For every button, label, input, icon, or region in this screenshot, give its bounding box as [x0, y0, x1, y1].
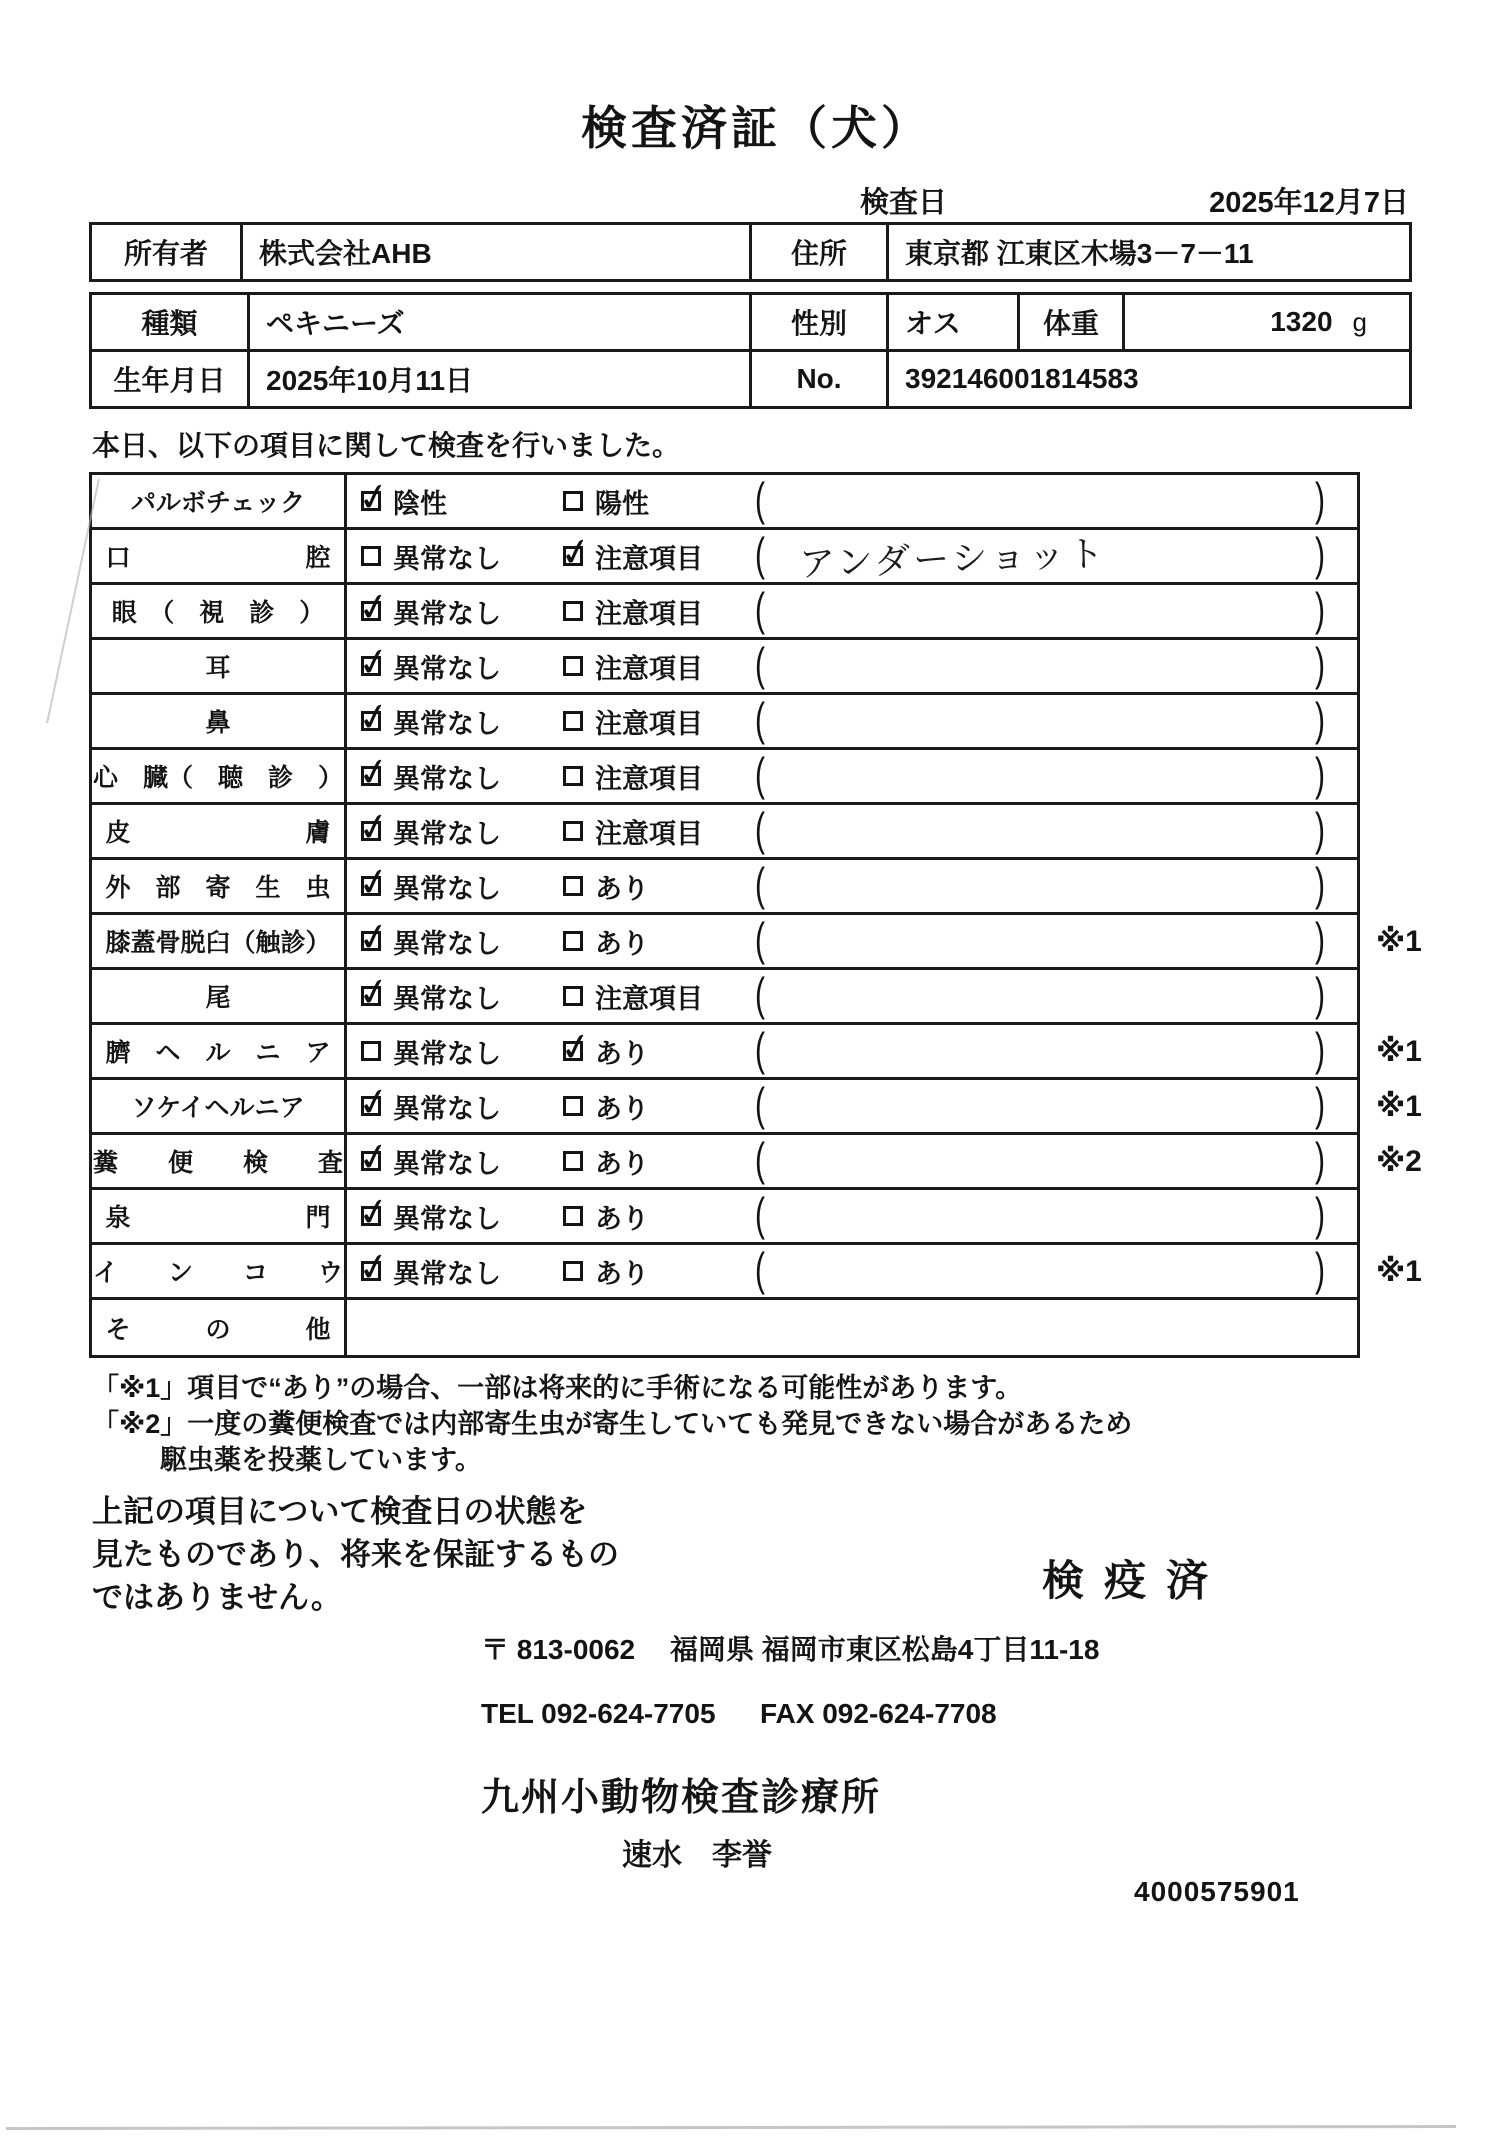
checklist-item-label: 心 臓（ 聴 診 ）	[92, 750, 347, 802]
checkbox-icon	[563, 1206, 583, 1226]
option2-checkbox	[556, 529, 596, 582]
handwritten-note	[798, 1245, 800, 1297]
paren-open: (	[755, 914, 765, 966]
paren-open: (	[755, 749, 765, 801]
option2-label: 注意項目	[595, 818, 703, 849]
checklist-row	[92, 1024, 1422, 1080]
checkmark-icon: ✓	[556, 529, 596, 577]
footnote-ref: ※2	[1376, 1144, 1422, 1178]
birthdate-label: 生年月日	[91, 351, 249, 408]
checklist-row	[92, 914, 1422, 970]
disclaimer-line-3: ではありません。	[92, 1580, 342, 1615]
paren-close: )	[1315, 749, 1325, 801]
handwritten-note	[798, 915, 800, 967]
checklist-options-empty	[347, 1300, 1357, 1355]
intro-text: 本日、以下の項目に関して検査を行いました。	[92, 430, 681, 461]
paren-open: (	[755, 1189, 765, 1241]
checkbox-icon	[563, 491, 583, 511]
checklist-item-label: 鼻	[92, 695, 347, 747]
option2-checkbox	[563, 1135, 583, 1187]
paren-close: )	[1315, 914, 1325, 966]
handwritten-note	[798, 750, 800, 802]
checklist-options	[347, 1135, 1357, 1187]
paren-close: )	[1315, 1244, 1325, 1296]
checklist-item-label: ソケイヘルニア	[92, 1080, 347, 1132]
option1-checkbox	[354, 1079, 394, 1132]
option1-label: 異常なし	[393, 1258, 501, 1289]
checkmark-icon: ✓	[354, 859, 394, 907]
owner-value: 株式会社AHB	[242, 224, 751, 281]
option1-label: 異常なし	[393, 1038, 501, 1069]
option2-label: あり	[595, 1258, 649, 1289]
checkbox-icon	[563, 711, 583, 731]
paren-close: )	[1315, 694, 1325, 746]
option1-checkbox	[354, 1134, 394, 1187]
paren-close: )	[1315, 1189, 1325, 1241]
paren-open: (	[755, 804, 765, 856]
option1-checkbox	[354, 804, 394, 857]
checklist-options	[347, 970, 1357, 1022]
footnote-ref: ※1	[1376, 1034, 1422, 1068]
option2-checkbox	[563, 915, 583, 967]
option2-checkbox	[556, 1024, 596, 1077]
checklist-row	[92, 695, 1357, 750]
paren-open: (	[755, 529, 765, 581]
scan-artifact-bottom-line	[6, 2125, 1456, 2130]
option2-label: 注意項目	[595, 653, 703, 684]
option1-label: 異常なし	[393, 653, 501, 684]
option2-label: あり	[595, 1038, 649, 1069]
breed-label: 種類	[91, 294, 249, 351]
checkmark-icon: ✓	[354, 474, 394, 522]
checkbox-icon	[563, 876, 583, 896]
weight-label: 体重	[1019, 294, 1124, 351]
checklist-item-label: 口 腔	[92, 530, 347, 582]
option1-checkbox	[354, 1244, 394, 1297]
footnote-2: 「※2」一度の糞便検査では内部寄生虫が寄生していても発見できない場合があるため	[92, 1409, 1133, 1439]
option2-checkbox	[563, 970, 583, 1022]
checklist-row	[92, 1190, 1357, 1245]
checklist-row	[92, 475, 1357, 530]
option1-label: 異常なし	[393, 983, 501, 1014]
checklist-row	[92, 530, 1357, 585]
option1-checkbox	[354, 474, 394, 527]
option1-label: 陰性	[393, 488, 447, 519]
option2-label: 陽性	[595, 488, 649, 519]
checklist-row	[92, 640, 1357, 695]
checkbox-icon	[563, 986, 583, 1006]
checklist-options	[347, 860, 1357, 912]
option2-label: 注意項目	[595, 708, 703, 739]
checklist-item-label: 膝蓋骨脱臼（触診）	[92, 915, 347, 967]
clinic-postal-code: 〒 813-0062	[481, 1634, 636, 1665]
option1-checkbox	[354, 694, 394, 747]
option2-label: あり	[595, 1203, 649, 1234]
option1-checkbox	[354, 969, 394, 1022]
option2-checkbox	[563, 640, 583, 692]
disclaimer-line-1: 上記の項目について検査日の状態を	[92, 1494, 588, 1529]
inspection-date-value: 2025年12月7日	[1209, 187, 1409, 219]
checklist-options	[347, 530, 1357, 582]
footnote-2-continued: 駆虫薬を投薬しています。	[160, 1445, 482, 1475]
checklist-item-label: 泉 門	[92, 1190, 347, 1242]
option1-checkbox	[354, 584, 394, 637]
address-label: 住所	[751, 224, 888, 281]
option1-checkbox	[361, 1025, 381, 1077]
checkmark-icon: ✓	[354, 914, 394, 962]
checklist-row	[92, 860, 1357, 915]
checkmark-icon: ✓	[354, 969, 394, 1017]
handwritten-note	[798, 860, 800, 912]
checklist-item-label: そ の 他	[92, 1300, 347, 1355]
checklist-options	[347, 1080, 1357, 1132]
checkmark-icon: ✓	[354, 1189, 394, 1237]
clinic-name: 九州小動物検査診療所	[481, 1777, 882, 1819]
footnotes-block	[92, 1370, 1132, 1478]
paren-close: )	[1315, 584, 1325, 636]
paren-close: )	[1315, 639, 1325, 691]
checklist-item-label: 糞 便 検 査	[92, 1135, 347, 1187]
handwritten-note	[798, 1190, 800, 1242]
paren-close: )	[1315, 1079, 1325, 1131]
checklist-item-label: 耳	[92, 640, 347, 692]
paren-open: (	[755, 694, 765, 746]
checklist-table	[89, 472, 1422, 1358]
handwritten-note: アンダーショット	[798, 532, 1108, 584]
veterinarian-name: 速水 李誉	[622, 1839, 772, 1872]
checklist-options	[347, 475, 1357, 527]
paren-open: (	[755, 1134, 765, 1186]
footnote-ref: ※1	[1376, 1254, 1422, 1288]
checklist-item-label: 外 部 寄 生 虫	[92, 860, 347, 912]
option2-checkbox	[563, 695, 583, 747]
paren-open: (	[755, 859, 765, 911]
clinic-fax: FAX 092-624-7708	[760, 1698, 997, 1729]
checklist-row	[92, 970, 1357, 1025]
checklist-item-label: イ ン コ ウ	[92, 1245, 347, 1297]
checkmark-icon: ✓	[354, 804, 394, 852]
option2-label: あり	[595, 1093, 649, 1124]
disclaimer-block	[92, 1490, 619, 1619]
option2-label: 注意項目	[595, 598, 703, 629]
option1-checkbox	[354, 639, 394, 692]
checklist-row	[92, 750, 1357, 805]
paren-close: )	[1315, 1134, 1325, 1186]
checklist-item-label: パルボチェック	[92, 475, 347, 527]
checkbox-icon	[563, 1096, 583, 1116]
birthdate-value: 2025年10月11日	[249, 351, 751, 408]
paren-close: )	[1315, 804, 1325, 856]
checkbox-icon	[361, 546, 381, 566]
checklist-row	[92, 1134, 1422, 1190]
footnote-ref: ※1	[1376, 1089, 1422, 1123]
pet-info-table	[89, 292, 1412, 409]
checkmark-icon: ✓	[354, 1134, 394, 1182]
option2-label: あり	[595, 1148, 649, 1179]
checklist-row	[92, 1079, 1422, 1135]
sex-value: オス	[888, 294, 1019, 351]
option2-checkbox	[563, 475, 583, 527]
handwritten-note	[798, 1080, 800, 1132]
paren-close: )	[1315, 529, 1325, 581]
number-label: No.	[751, 351, 888, 408]
number-value: 392146001814583	[888, 351, 1411, 408]
handwritten-note	[798, 695, 800, 747]
weight-value: 1320	[1270, 306, 1333, 337]
owner-table	[89, 222, 1412, 282]
checkmark-icon: ✓	[354, 639, 394, 687]
option2-label: 注意項目	[595, 543, 703, 574]
option1-checkbox	[354, 749, 394, 802]
checklist-item-label: 皮 膚	[92, 805, 347, 857]
address-value: 東京都 江東区木場3－7－11	[888, 224, 1411, 281]
checkbox-icon	[361, 1041, 381, 1061]
checkbox-icon	[563, 601, 583, 621]
option1-label: 異常なし	[393, 763, 501, 794]
option1-checkbox	[354, 859, 394, 912]
option2-checkbox	[563, 1080, 583, 1132]
option2-checkbox	[563, 1245, 583, 1297]
option2-label: あり	[595, 928, 649, 959]
checklist-options	[347, 585, 1357, 637]
option2-label: 注意項目	[595, 763, 703, 794]
checklist-row-other	[92, 1300, 1357, 1355]
footnote-1: 「※1」項目で“あり”の場合、一部は将来的に手術になる可能性があります。	[92, 1373, 1023, 1403]
paren-open: (	[755, 969, 765, 1021]
checklist-row	[92, 585, 1357, 640]
checkmark-icon: ✓	[354, 1079, 394, 1127]
checklist-options	[347, 915, 1357, 967]
option1-label: 異常なし	[393, 598, 501, 629]
option1-label: 異常なし	[393, 1093, 501, 1124]
page-title: 検査済証（犬）	[581, 102, 931, 154]
clinic-tel: TEL 092-624-7705	[481, 1698, 716, 1729]
checklist-row	[92, 1244, 1422, 1300]
option1-checkbox	[354, 914, 394, 967]
handwritten-note	[798, 1135, 800, 1187]
checklist-item-label: 尾	[92, 970, 347, 1022]
handwritten-note	[798, 475, 800, 527]
paren-close: )	[1315, 859, 1325, 911]
owner-label: 所有者	[91, 224, 242, 281]
option1-checkbox	[361, 530, 381, 582]
paren-open: (	[755, 1024, 765, 1076]
checkbox-icon	[563, 821, 583, 841]
option1-label: 異常なし	[393, 928, 501, 959]
paren-open: (	[755, 474, 765, 526]
option1-checkbox	[354, 1189, 394, 1242]
weight-value-cell	[1124, 294, 1411, 351]
option2-checkbox	[563, 1190, 583, 1242]
serial-number: 4000575901	[1134, 1876, 1300, 1907]
option2-checkbox	[563, 585, 583, 637]
option2-checkbox	[563, 805, 583, 857]
checkmark-icon: ✓	[556, 1024, 596, 1072]
checklist-options	[347, 1190, 1357, 1242]
handwritten-note	[798, 805, 800, 857]
checkmark-icon: ✓	[354, 584, 394, 632]
checklist-item-label: 臍 ヘ ル ニ ア	[92, 1025, 347, 1077]
option1-label: 異常なし	[393, 1148, 501, 1179]
paren-close: )	[1315, 474, 1325, 526]
handwritten-note	[798, 970, 800, 1022]
sex-label: 性別	[751, 294, 888, 351]
checklist-options	[347, 640, 1357, 692]
paren-open: (	[755, 639, 765, 691]
option1-label: 異常なし	[393, 543, 501, 574]
checkbox-icon	[563, 931, 583, 951]
checklist-options	[347, 805, 1357, 857]
option2-label: あり	[595, 873, 649, 904]
paren-close: )	[1315, 1024, 1325, 1076]
clinic-address: 福岡県 福岡市東区松島4丁目11-18	[670, 1634, 1100, 1665]
paren-open: (	[755, 1244, 765, 1296]
checkbox-icon	[563, 656, 583, 676]
option1-label: 異常なし	[393, 708, 501, 739]
checkmark-icon: ✓	[354, 694, 394, 742]
breed-value: ペキニーズ	[249, 294, 751, 351]
option2-checkbox	[563, 860, 583, 912]
checkbox-icon	[563, 1261, 583, 1281]
checkbox-icon	[563, 1151, 583, 1171]
checkmark-icon: ✓	[354, 1244, 394, 1292]
option2-label: 注意項目	[595, 983, 703, 1014]
checklist-options	[347, 695, 1357, 747]
quarantine-stamp-text: 検疫済	[1042, 1557, 1229, 1604]
inspection-date-label: 検査日	[860, 187, 948, 219]
checklist-options	[347, 1025, 1357, 1077]
handwritten-note	[798, 585, 800, 637]
checklist-options	[347, 1245, 1357, 1297]
paren-close: )	[1315, 969, 1325, 1021]
checkbox-icon	[563, 766, 583, 786]
handwritten-note	[798, 640, 800, 692]
checklist-item-label: 眼 （ 視 診 ）	[92, 585, 347, 637]
paren-open: (	[755, 1079, 765, 1131]
option1-label: 異常なし	[393, 818, 501, 849]
option2-checkbox	[563, 750, 583, 802]
checklist-options	[347, 750, 1357, 802]
option1-label: 異常なし	[393, 873, 501, 904]
checklist-row	[92, 805, 1357, 860]
checkmark-icon: ✓	[354, 749, 394, 797]
handwritten-note	[798, 1025, 800, 1077]
disclaimer-line-2: 見たものであり、将来を保証するもの	[92, 1537, 619, 1572]
paren-open: (	[755, 584, 765, 636]
footnote-ref: ※1	[1376, 924, 1422, 958]
weight-unit: g	[1352, 307, 1367, 337]
option1-label: 異常なし	[393, 1203, 501, 1234]
